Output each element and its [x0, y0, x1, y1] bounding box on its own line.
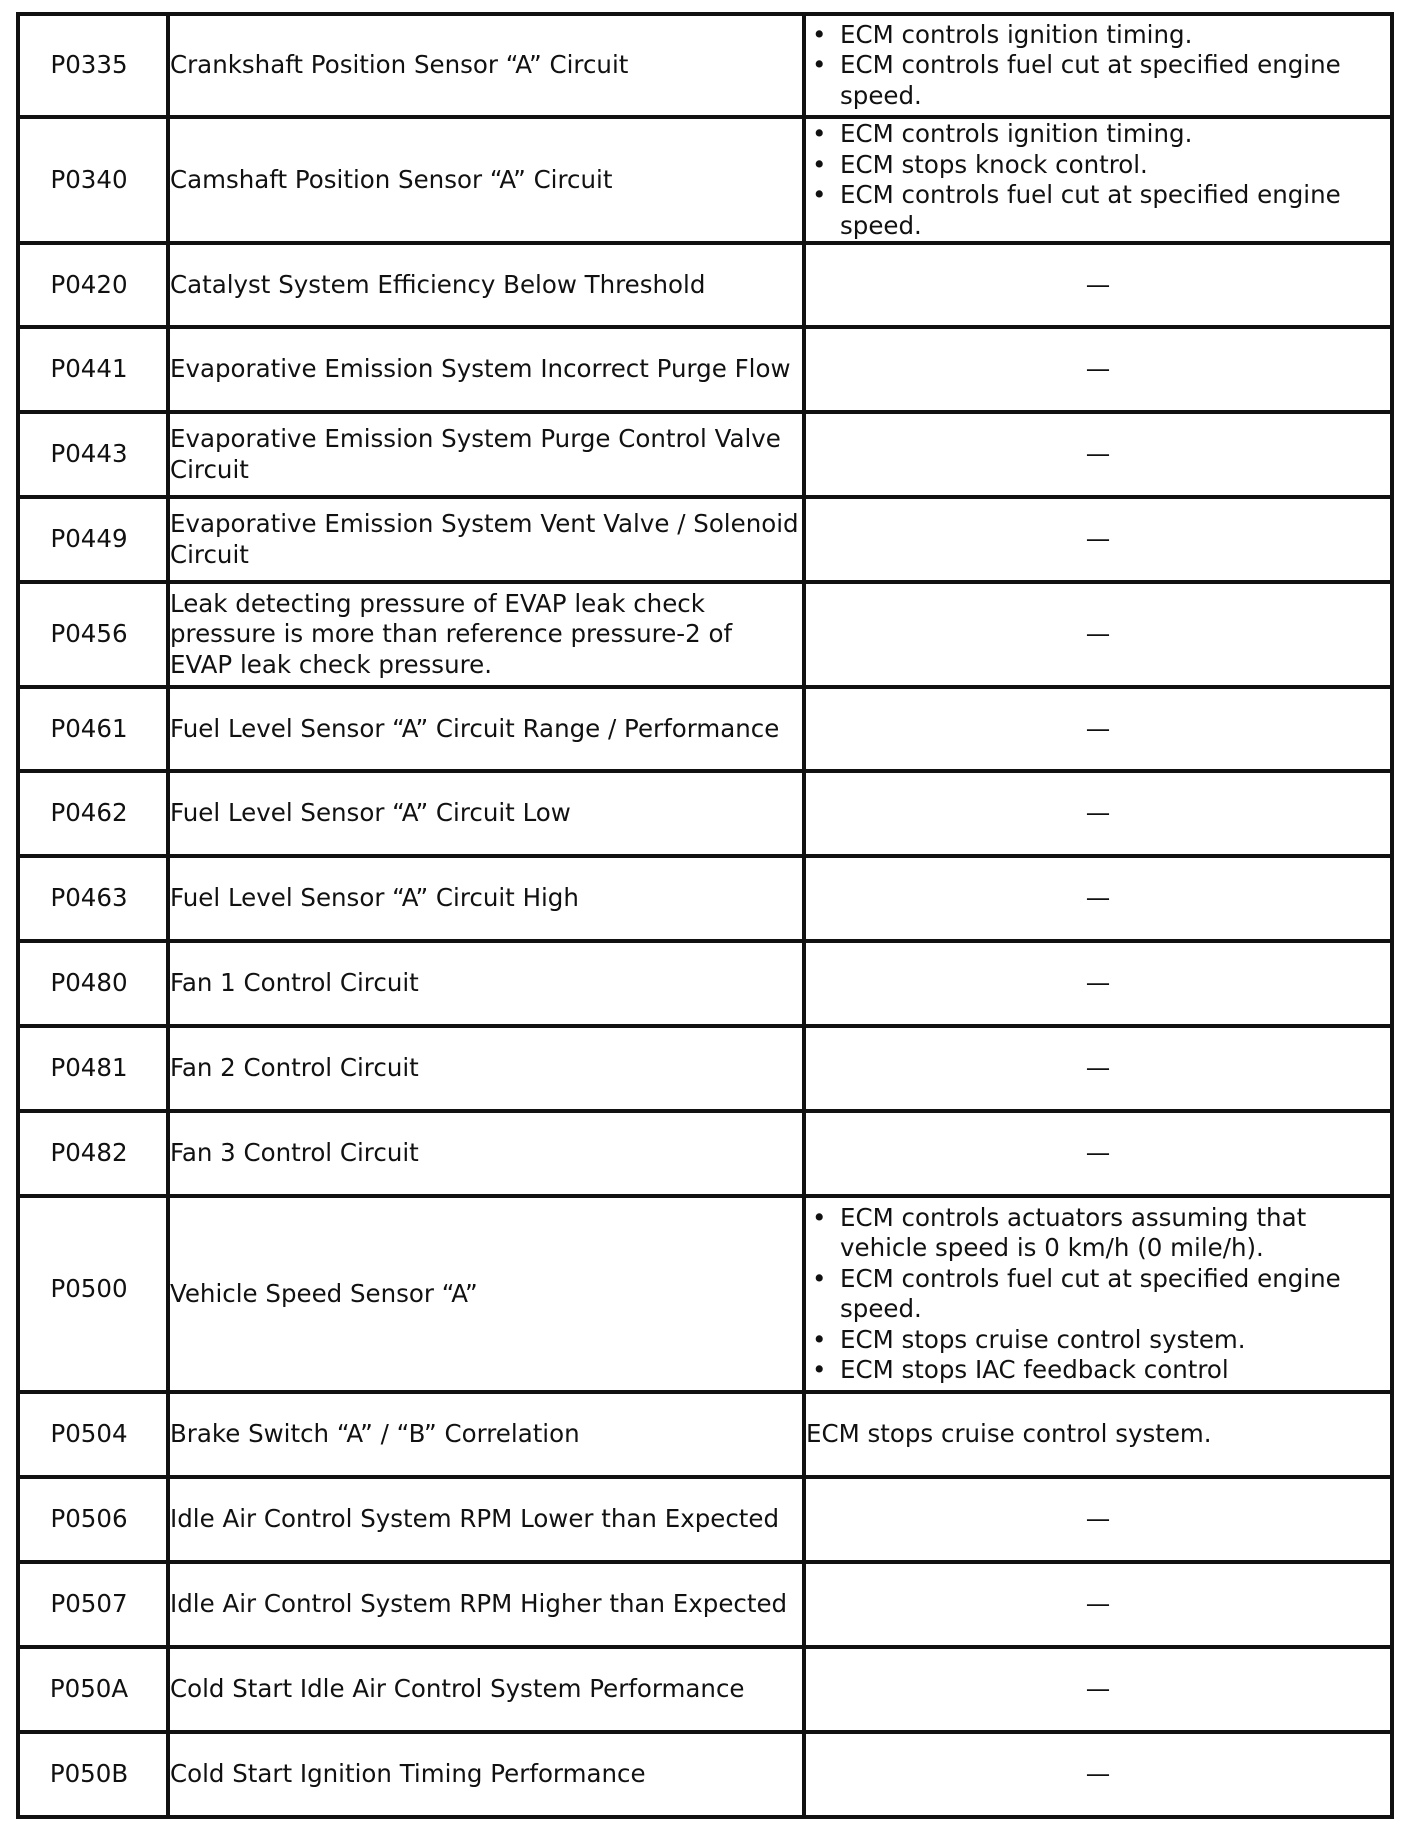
table-row [18, 1732, 1392, 1817]
fail-safe-cell [804, 14, 1392, 117]
fail-safe-item: • ECM controls ignition timing. [806, 119, 1390, 150]
dtc-description: Leak detecting pressure of EVAP leak check pressure is more than reference pressure-2 of EVAP leak check pressure. [168, 582, 804, 687]
fail-safe-item: • ECM stops IAC feedback control [806, 1355, 1390, 1386]
table-row [18, 687, 1392, 771]
fail-safe-dash: — [804, 327, 1392, 412]
dtc-code: P0420 [50, 269, 128, 299]
table-row [18, 1562, 1392, 1647]
dtc-code-cell [18, 687, 168, 771]
dtc-code-cell [18, 1392, 168, 1477]
table-row [18, 497, 1392, 582]
dtc-code-cell [18, 1562, 168, 1647]
dtc-code: P0443 [50, 439, 128, 469]
table-row [18, 856, 1392, 941]
dtc-code: P0506 [50, 1504, 128, 1534]
dtc-code: P0340 [50, 164, 128, 194]
dtc-code: P0482 [50, 1138, 128, 1168]
dtc-description: Fan 3 Control Circuit [168, 1111, 804, 1196]
dtc-description: Brake Switch “A” / “B” Correlation [168, 1392, 804, 1477]
table-row [18, 412, 1392, 497]
dtc-code-cell [18, 1732, 168, 1817]
dtc-code-cell [18, 856, 168, 941]
dtc-code: P0456 [50, 619, 128, 649]
fail-safe-dash: — [804, 243, 1392, 327]
table-row [18, 582, 1392, 687]
dtc-code: P0441 [50, 354, 128, 384]
fail-safe-item: • ECM controls fuel cut at specified engine speed. [806, 1264, 1390, 1325]
table-row [18, 1392, 1392, 1477]
fail-safe-dash: — [804, 856, 1392, 941]
dtc-table [16, 12, 1394, 1819]
fail-safe-text: ECM stops cruise control system. [804, 1392, 1392, 1477]
fail-safe-item: • ECM controls fuel cut at specified engine speed. [806, 180, 1390, 241]
dtc-code-cell [18, 1026, 168, 1111]
table-row [18, 14, 1392, 117]
dtc-description: Vehicle Speed Sensor “A” [168, 1196, 804, 1392]
table-row [18, 771, 1392, 856]
table-row [18, 327, 1392, 412]
dtc-description: Evaporative Emission System Purge Control Valve Circuit [168, 412, 804, 497]
dtc-code: P0500 [50, 1273, 128, 1303]
table-row [18, 1477, 1392, 1562]
fail-safe-dash: — [804, 1026, 1392, 1111]
dtc-code: P0507 [50, 1589, 128, 1619]
table-row [18, 1196, 1392, 1392]
dtc-code-cell [18, 14, 168, 117]
fail-safe-list [806, 20, 1390, 112]
dtc-description: Fuel Level Sensor “A” Circuit Range / Performance [168, 687, 804, 771]
dtc-description: Fuel Level Sensor “A” Circuit Low [168, 771, 804, 856]
dtc-code: P050B [49, 1759, 129, 1789]
dtc-code: P0449 [50, 524, 128, 554]
fail-safe-item: • ECM controls ignition timing. [806, 20, 1390, 51]
fail-safe-dash: — [804, 1562, 1392, 1647]
dtc-code: P0481 [50, 1053, 128, 1083]
fail-safe-item: • ECM stops cruise control system. [806, 1325, 1390, 1356]
dtc-description: Cold Start Idle Air Control System Performance [168, 1647, 804, 1732]
dtc-description: Catalyst System Efficiency Below Threshold [168, 243, 804, 327]
dtc-description: Camshaft Position Sensor “A” Circuit [168, 117, 804, 243]
dtc-description: Crankshaft Position Sensor “A” Circuit [168, 14, 804, 117]
dtc-description: Cold Start Ignition Timing Performance [168, 1732, 804, 1817]
dtc-code: P0480 [50, 968, 128, 998]
dtc-code: P050A [49, 1674, 129, 1704]
dtc-description: Fuel Level Sensor “A” Circuit High [168, 856, 804, 941]
dtc-description: Evaporative Emission System Vent Valve / Solenoid Circuit [168, 497, 804, 582]
table-row [18, 117, 1392, 243]
table-row [18, 1026, 1392, 1111]
dtc-code-cell [18, 1647, 168, 1732]
fail-safe-item: • ECM controls actuators assuming that vehicle speed is 0 km/h (0 mile/h). [806, 1203, 1390, 1264]
dtc-code-cell [18, 117, 168, 243]
fail-safe-cell [804, 1196, 1392, 1392]
dtc-code-cell [18, 941, 168, 1026]
dtc-code-cell [18, 771, 168, 856]
dtc-description: Fan 1 Control Circuit [168, 941, 804, 1026]
dtc-code-cell [18, 582, 168, 687]
fail-safe-list [806, 1203, 1390, 1386]
dtc-code: P0463 [50, 883, 128, 913]
dtc-code-cell [18, 1111, 168, 1196]
fail-safe-list [806, 119, 1390, 241]
table-row [18, 1111, 1392, 1196]
dtc-code-cell [18, 412, 168, 497]
table-row [18, 1647, 1392, 1732]
fail-safe-item: • ECM controls fuel cut at specified engine speed. [806, 50, 1390, 111]
dtc-code-cell [18, 243, 168, 327]
fail-safe-dash: — [804, 941, 1392, 1026]
fail-safe-dash: — [804, 687, 1392, 771]
dtc-code: P0504 [50, 1419, 128, 1449]
table-row [18, 941, 1392, 1026]
dtc-code: P0461 [50, 713, 128, 743]
fail-safe-dash: — [804, 412, 1392, 497]
dtc-code-cell [18, 1477, 168, 1562]
fail-safe-dash: — [804, 582, 1392, 687]
fail-safe-dash: — [804, 1647, 1392, 1732]
dtc-description: Evaporative Emission System Incorrect Purge Flow [168, 327, 804, 412]
fail-safe-dash: — [804, 1477, 1392, 1562]
fail-safe-dash: — [804, 1111, 1392, 1196]
fail-safe-cell [804, 117, 1392, 243]
fail-safe-dash: — [804, 1732, 1392, 1817]
dtc-code-cell [18, 1196, 168, 1392]
dtc-code: P0335 [50, 50, 128, 80]
dtc-description: Idle Air Control System RPM Lower than Expected [168, 1477, 804, 1562]
dtc-code-cell [18, 327, 168, 412]
fail-safe-dash: — [804, 497, 1392, 582]
fail-safe-item: • ECM stops knock control. [806, 150, 1390, 181]
dtc-code-cell [18, 497, 168, 582]
dtc-description: Idle Air Control System RPM Higher than Expected [168, 1562, 804, 1647]
dtc-description: Fan 2 Control Circuit [168, 1026, 804, 1111]
table-row [18, 243, 1392, 327]
dtc-table-wrapper [16, 12, 1394, 1819]
dtc-code: P0462 [50, 798, 128, 828]
fail-safe-dash: — [804, 771, 1392, 856]
